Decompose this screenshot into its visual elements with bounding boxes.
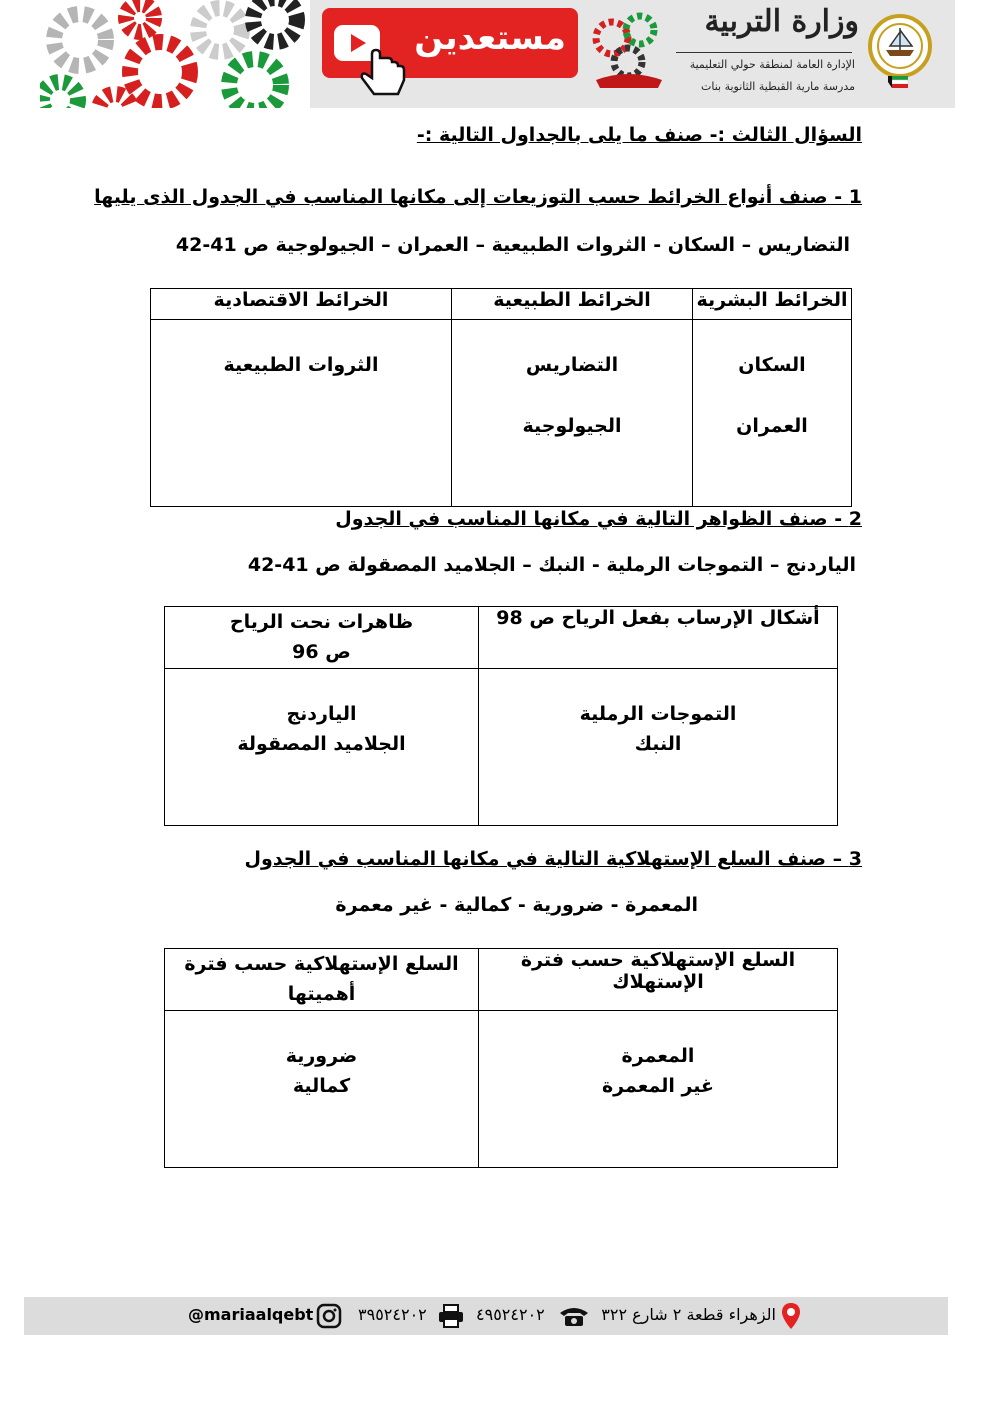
footer-fax: ٣٩٥٢٤٢٠٢ bbox=[358, 1305, 427, 1324]
cell-item: النبك bbox=[634, 733, 682, 755]
table-cell bbox=[452, 320, 693, 507]
cell-item: كمالية bbox=[292, 1075, 351, 1097]
header-line: أهميتها bbox=[287, 983, 356, 1005]
footer-instagram[interactable]: @mariaalqebt bbox=[188, 1305, 314, 1324]
fax-printer-icon bbox=[438, 1304, 464, 1328]
cell-item: الياردنج bbox=[286, 703, 357, 725]
section-3-table bbox=[164, 948, 838, 1168]
telephone-icon bbox=[558, 1305, 590, 1327]
section-1-title: 1 - صنف أنواع الخرائط حسب التوزيعات إلى مكانها المناسب في الجدول الذى يليها bbox=[94, 186, 862, 208]
table-cell bbox=[151, 320, 452, 507]
cell-item: العمران bbox=[736, 415, 808, 437]
table-cell bbox=[165, 669, 479, 826]
header-line: ظاهرات نحت الرياح bbox=[229, 611, 414, 633]
table-header: السلع الإستهلاكية حسب فترة الإستهلاك bbox=[479, 949, 838, 1011]
cell-item: السكان bbox=[738, 354, 806, 376]
cell-item: الثروات الطبيعية bbox=[223, 354, 379, 376]
table-header: الخرائط الطبيعية bbox=[452, 289, 693, 320]
section-1-table bbox=[150, 288, 852, 507]
gears-banner-image bbox=[40, 0, 310, 108]
instagram-icon bbox=[316, 1303, 342, 1329]
table-cell bbox=[693, 320, 852, 507]
table-header bbox=[165, 949, 479, 1011]
question-title: السؤال الثالث :- صنف ما يلى بالجداول التالية :- bbox=[416, 124, 862, 146]
header-line: ص 96 bbox=[292, 641, 351, 663]
section-2-table bbox=[164, 606, 838, 826]
cell-item: الجيولوجية bbox=[522, 415, 622, 437]
page-header bbox=[40, 0, 955, 108]
school-name: مدرسة مارية القبطية الثانوية بنات bbox=[701, 80, 855, 93]
cell-item: الجلاميد المصقولة bbox=[237, 733, 406, 755]
ready-button-label: مستعدين bbox=[414, 18, 566, 58]
section-3-word-bank: المعمرة - ضرورية - كمالية - غير معمرة bbox=[335, 894, 698, 916]
table-header bbox=[165, 607, 479, 669]
section-3-title: 3 – صنف السلع الإستهلاكية التالية في مكانها المناسب في الجدول bbox=[244, 848, 862, 870]
cell-item: التموجات الرملية bbox=[579, 703, 737, 725]
table-header: الخرائط الاقتصادية bbox=[151, 289, 452, 320]
page-footer bbox=[24, 1297, 948, 1335]
cell-item: التضاريس bbox=[525, 354, 619, 376]
cell-item: غير المعمرة bbox=[601, 1075, 715, 1097]
header-line: السلع الإستهلاكية حسب فترة bbox=[184, 953, 459, 975]
hand-cursor-icon bbox=[358, 48, 414, 100]
table-header: أشكال الإرساب بفعل الرياح ص 98 bbox=[479, 607, 838, 669]
kuwait-emblem-logo bbox=[866, 6, 934, 94]
table-header: الخرائط البشرية bbox=[693, 289, 852, 320]
cell-item: ضرورية bbox=[285, 1045, 358, 1067]
table-cell bbox=[479, 1011, 838, 1168]
section-2-word-bank: الياردنج – التموجات الرملية - النبك – الجلاميد المصقولة ص 41-42 bbox=[247, 554, 856, 576]
admin-name: الإدارة العامة لمنطقة حولي التعليمية bbox=[689, 58, 855, 71]
school-gear-logo bbox=[588, 8, 670, 98]
section-1-word-bank: التضاريس – السكان - الثروات الطبيعية – العمران – الجيولوجية ص 41-42 bbox=[175, 234, 850, 256]
table-cell bbox=[165, 1011, 479, 1168]
footer-phone: ٤٩٥٢٤٢٠٢ bbox=[476, 1305, 545, 1324]
ministry-underline bbox=[676, 52, 852, 53]
section-2-title: 2 - صنف الظواهر التالية في مكانها المناسب في الجدول bbox=[335, 508, 862, 530]
location-pin-icon bbox=[780, 1302, 802, 1330]
table-cell bbox=[479, 669, 838, 826]
ministry-title: وزارة التربية bbox=[704, 4, 859, 39]
cell-item: المعمرة bbox=[621, 1045, 695, 1067]
footer-address: الزهراء قطعة ٢ شارع ٣٢٢ bbox=[601, 1305, 776, 1324]
